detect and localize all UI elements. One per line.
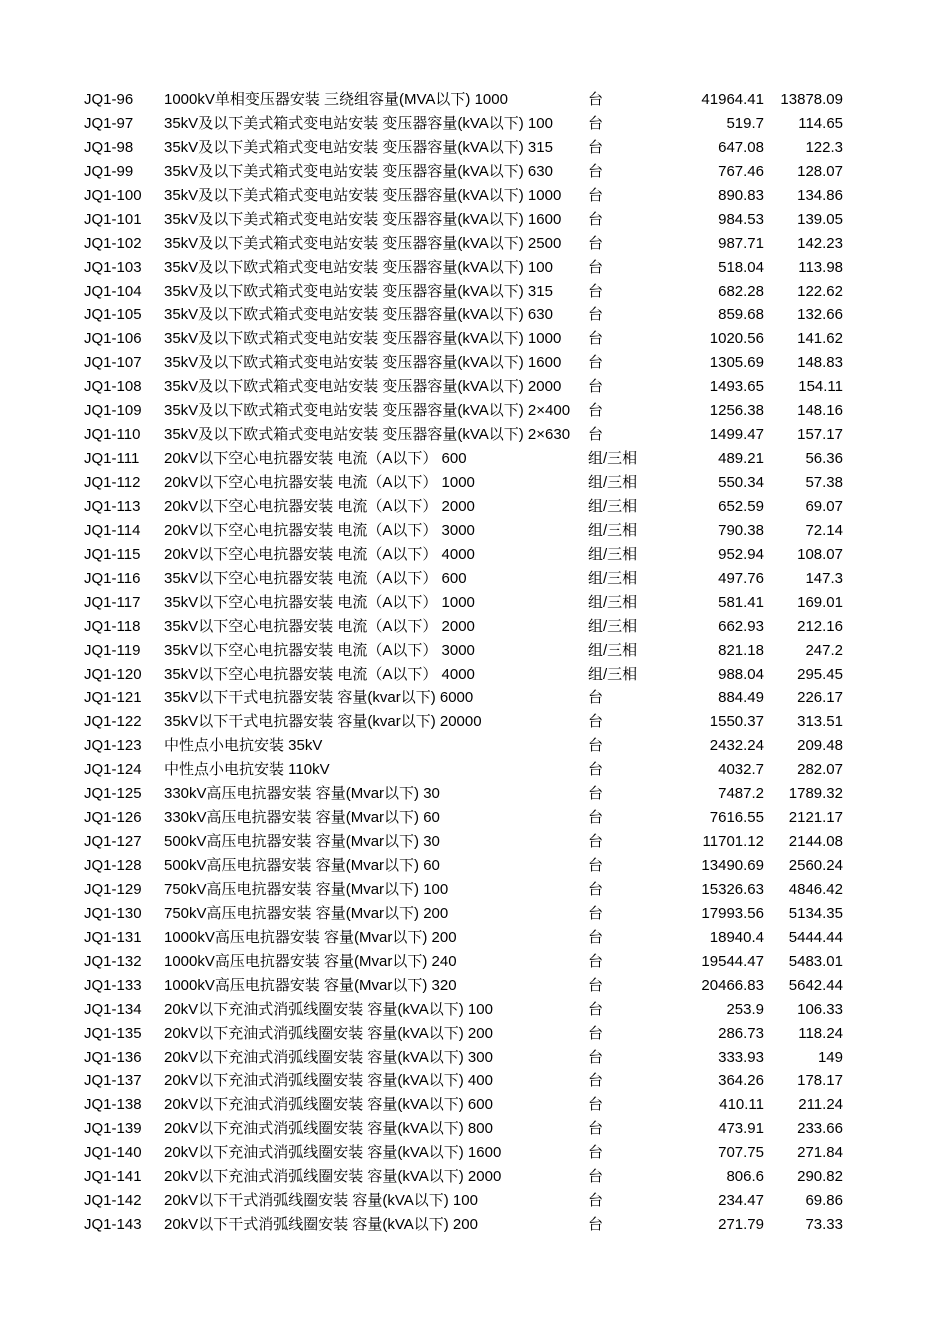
item-code: JQ1-122 xyxy=(84,713,142,731)
item-unit: 组/三相 xyxy=(588,569,638,587)
labor-cost: 132.66 xyxy=(797,306,843,324)
labor-cost: 149 xyxy=(817,1048,843,1066)
base-price: 519.7 xyxy=(726,114,764,132)
item-unit: 台 xyxy=(588,330,604,348)
item-unit: 台 xyxy=(588,1216,604,1234)
item-code: JQ1-113 xyxy=(84,497,141,515)
item-code: JQ1-131 xyxy=(84,928,142,946)
item-code: JQ1-123 xyxy=(84,737,142,755)
base-price: 767.46 xyxy=(718,162,764,180)
base-price: 647.08 xyxy=(718,138,764,156)
item-description: 35kV及以下美式箱式变电站安装 变压器容量(kVA以下) 2500 xyxy=(164,234,562,252)
table-row xyxy=(0,926,950,950)
labor-cost: 4846.42 xyxy=(788,880,843,898)
table-row xyxy=(0,615,950,639)
item-code: JQ1-121 xyxy=(84,689,142,707)
item-description: 35kV及以下欧式箱式变电站安装 变压器容量(kVA以下) 2×630 xyxy=(164,426,571,444)
item-code: JQ1-99 xyxy=(84,162,134,180)
labor-cost: 73.33 xyxy=(805,1216,843,1234)
item-unit: 台 xyxy=(588,1096,604,1114)
table-row xyxy=(0,686,950,710)
base-price: 253.9 xyxy=(726,1000,764,1018)
item-description: 500kV高压电抗器安装 容量(Mvar以下) 30 xyxy=(164,833,440,851)
item-unit: 台 xyxy=(588,952,604,970)
item-code: JQ1-115 xyxy=(84,545,141,563)
base-price: 1493.65 xyxy=(709,378,764,396)
base-price: 890.83 xyxy=(718,186,764,204)
item-description: 20kV以下充油式消弧线圈安装 容量(kVA以下) 1600 xyxy=(164,1144,502,1162)
item-code: JQ1-118 xyxy=(84,617,141,635)
base-price: 952.94 xyxy=(718,545,764,563)
item-unit: 台 xyxy=(588,1000,604,1018)
item-unit: 组/三相 xyxy=(588,474,638,491)
base-price: 489.21 xyxy=(718,450,764,468)
item-code: JQ1-142 xyxy=(84,1192,142,1210)
item-unit: 组/三相 xyxy=(588,521,638,539)
item-unit: 台 xyxy=(588,833,604,851)
table-row xyxy=(0,208,950,232)
base-price: 11701.12 xyxy=(702,833,764,851)
base-price: 17993.56 xyxy=(701,904,764,922)
item-description: 750kV高压电抗器安装 容量(Mvar以下) 100 xyxy=(164,880,449,898)
base-price: 821.18 xyxy=(718,641,764,659)
table-row xyxy=(0,423,950,447)
item-code: JQ1-138 xyxy=(84,1096,142,1114)
table-row xyxy=(0,1189,950,1213)
table-row xyxy=(0,710,950,734)
item-description: 35kV以下空心电抗器安装 电流（A以下） 1000 xyxy=(164,593,475,611)
item-unit: 台 xyxy=(588,402,604,420)
labor-cost: 247.2 xyxy=(805,641,843,659)
table-row xyxy=(0,950,950,974)
item-description: 35kV及以下欧式箱式变电站安装 变压器容量(kVA以下) 630 xyxy=(164,306,553,324)
table-row xyxy=(0,303,950,327)
labor-cost: 106.33 xyxy=(797,1000,843,1018)
base-price: 1256.38 xyxy=(709,402,764,420)
base-price: 234.47 xyxy=(718,1192,764,1210)
item-code: JQ1-133 xyxy=(84,976,142,994)
base-price: 1499.47 xyxy=(709,426,764,444)
table-row xyxy=(0,543,950,567)
item-unit: 台 xyxy=(588,354,604,372)
labor-cost: 56.36 xyxy=(805,450,843,468)
labor-cost: 211.24 xyxy=(798,1096,843,1114)
item-code: JQ1-100 xyxy=(84,186,142,204)
table-row xyxy=(0,878,950,902)
item-description: 330kV高压电抗器安装 容量(Mvar以下) 30 xyxy=(164,785,440,803)
table-row xyxy=(0,734,950,758)
item-code: JQ1-119 xyxy=(84,641,141,659)
base-price: 473.91 xyxy=(718,1120,764,1138)
base-price: 364.26 xyxy=(718,1072,764,1090)
item-description: 35kV以下空心电抗器安装 电流（A以下） 4000 xyxy=(164,665,475,683)
table-row xyxy=(0,830,950,854)
table-row xyxy=(0,591,950,615)
item-unit: 台 xyxy=(588,785,604,803)
labor-cost: 282.07 xyxy=(797,761,843,779)
item-description: 330kV高压电抗器安装 容量(Mvar以下) 60 xyxy=(164,809,440,827)
item-unit: 台 xyxy=(588,162,604,180)
item-description: 35kV及以下欧式箱式变电站安装 变压器容量(kVA以下) 1000 xyxy=(164,330,562,348)
item-unit: 台 xyxy=(588,258,604,276)
base-price: 410.11 xyxy=(719,1096,764,1114)
base-price: 497.76 xyxy=(718,569,764,587)
item-unit: 台 xyxy=(588,809,604,827)
item-unit: 台 xyxy=(588,378,604,396)
labor-cost: 169.01 xyxy=(797,593,843,611)
base-price: 652.59 xyxy=(718,497,764,515)
base-price: 518.04 xyxy=(718,258,764,276)
labor-cost: 114.65 xyxy=(798,114,843,132)
table-row xyxy=(0,495,950,519)
labor-cost: 69.07 xyxy=(805,497,843,515)
item-unit: 台 xyxy=(588,857,604,874)
item-description: 20kV以下干式消弧线圈安装 容量(kVA以下) 200 xyxy=(164,1216,478,1234)
base-price: 682.28 xyxy=(718,282,764,300)
item-description: 1000kV高压电抗器安装 容量(Mvar以下) 240 xyxy=(164,952,457,970)
item-description: 35kV及以下欧式箱式变电站安装 变压器容量(kVA以下) 100 xyxy=(164,258,553,276)
item-description: 20kV以下充油式消弧线圈安装 容量(kVA以下) 100 xyxy=(164,1000,493,1018)
labor-cost: 154.11 xyxy=(798,378,843,396)
item-code: JQ1-111 xyxy=(84,450,140,468)
labor-cost: 212.16 xyxy=(797,617,843,635)
labor-cost: 69.86 xyxy=(805,1192,843,1210)
labor-cost: 148.83 xyxy=(797,354,843,372)
item-unit: 台 xyxy=(588,689,604,707)
item-unit: 台 xyxy=(588,1120,604,1138)
item-description: 中性点小电抗安装 110kV xyxy=(164,761,330,779)
labor-cost: 134.86 xyxy=(797,186,843,204)
item-code: JQ1-116 xyxy=(84,569,141,587)
table-row xyxy=(0,280,950,304)
labor-cost: 147.3 xyxy=(805,569,843,587)
table-row xyxy=(0,1046,950,1070)
item-description: 35kV以下干式电抗器安装 容量(kvar以下) 20000 xyxy=(164,713,482,731)
labor-cost: 148.16 xyxy=(797,402,843,420)
item-code: JQ1-105 xyxy=(84,306,142,324)
labor-cost: 5483.01 xyxy=(788,952,843,970)
labor-cost: 2560.24 xyxy=(788,857,843,874)
item-unit: 台 xyxy=(588,114,604,132)
item-description: 35kV及以下欧式箱式变电站安装 变压器容量(kVA以下) 2×400 xyxy=(164,402,571,420)
labor-cost: 141.62 xyxy=(797,330,843,348)
base-price: 18940.4 xyxy=(709,928,764,946)
table-row xyxy=(0,1213,950,1237)
item-code: JQ1-107 xyxy=(84,354,142,372)
item-code: JQ1-135 xyxy=(84,1024,142,1042)
labor-cost: 178.17 xyxy=(797,1072,843,1090)
table-row xyxy=(0,399,950,423)
base-price: 581.41 xyxy=(718,593,764,611)
labor-cost: 2144.08 xyxy=(788,833,843,851)
item-code: JQ1-141 xyxy=(84,1168,142,1186)
table-row xyxy=(0,782,950,806)
item-unit: 台 xyxy=(588,713,604,731)
labor-cost: 5134.35 xyxy=(788,904,843,922)
item-unit: 台 xyxy=(588,904,604,922)
base-price: 707.75 xyxy=(718,1144,764,1162)
table-row xyxy=(0,351,950,375)
table-row xyxy=(0,471,950,495)
item-code: JQ1-102 xyxy=(84,234,142,252)
item-unit: 台 xyxy=(588,138,604,156)
item-description: 35kV及以下美式箱式变电站安装 变压器容量(kVA以下) 100 xyxy=(164,114,553,132)
base-price: 271.79 xyxy=(718,1216,764,1234)
labor-cost: 122.62 xyxy=(797,282,843,300)
labor-cost: 313.51 xyxy=(797,713,843,731)
table-row xyxy=(0,88,950,112)
item-unit: 台 xyxy=(588,1192,604,1210)
item-unit: 台 xyxy=(588,426,604,444)
item-unit: 组/三相 xyxy=(588,450,638,468)
table-row xyxy=(0,136,950,160)
labor-cost: 128.07 xyxy=(797,162,843,180)
labor-cost: 295.45 xyxy=(797,665,843,683)
item-description: 35kV以下空心电抗器安装 电流（A以下） 3000 xyxy=(164,641,475,659)
table-row xyxy=(0,327,950,351)
item-unit: 台 xyxy=(588,1168,604,1186)
base-price: 15326.63 xyxy=(701,880,764,898)
item-unit: 组/三相 xyxy=(588,617,638,635)
table-row xyxy=(0,998,950,1022)
item-unit: 台 xyxy=(588,186,604,204)
item-code: JQ1-108 xyxy=(84,378,142,396)
item-description: 35kV以下干式电抗器安装 容量(kvar以下) 6000 xyxy=(164,689,474,707)
item-code: JQ1-130 xyxy=(84,904,142,922)
item-code: JQ1-126 xyxy=(84,809,142,827)
item-code: JQ1-112 xyxy=(84,474,141,491)
item-code: JQ1-104 xyxy=(84,282,142,300)
labor-cost: 139.05 xyxy=(797,210,843,228)
labor-cost: 271.84 xyxy=(797,1144,843,1162)
item-unit: 台 xyxy=(588,1072,604,1090)
labor-cost: 5642.44 xyxy=(788,976,843,994)
base-price: 790.38 xyxy=(718,521,764,539)
table-row xyxy=(0,1165,950,1189)
base-price: 662.93 xyxy=(718,617,764,635)
item-description: 20kV以下空心电抗器安装 电流（A以下） 2000 xyxy=(164,497,475,515)
base-price: 1550.37 xyxy=(709,713,764,731)
item-unit: 台 xyxy=(588,928,604,946)
table-row xyxy=(0,232,950,256)
item-code: JQ1-120 xyxy=(84,665,142,683)
item-description: 20kV以下充油式消弧线圈安装 容量(kVA以下) 800 xyxy=(164,1120,493,1138)
table-row xyxy=(0,1117,950,1141)
labor-cost: 72.14 xyxy=(805,521,843,539)
item-code: JQ1-139 xyxy=(84,1120,142,1138)
labor-cost: 157.17 xyxy=(797,426,843,444)
table-row xyxy=(0,112,950,136)
item-code: JQ1-103 xyxy=(84,258,142,276)
table-row xyxy=(0,1093,950,1117)
item-code: JQ1-143 xyxy=(84,1216,142,1234)
item-description: 35kV及以下欧式箱式变电站安装 变压器容量(kVA以下) 1600 xyxy=(164,354,562,372)
table-row xyxy=(0,567,950,591)
item-unit: 台 xyxy=(588,761,604,779)
labor-cost: 226.17 xyxy=(797,689,843,707)
labor-cost: 118.24 xyxy=(798,1024,843,1042)
quota-table xyxy=(0,88,950,1237)
item-unit: 组/三相 xyxy=(588,665,638,683)
base-price: 7487.2 xyxy=(718,785,764,803)
item-unit: 台 xyxy=(588,976,604,994)
item-description: 20kV以下空心电抗器安装 电流（A以下） 1000 xyxy=(164,474,475,491)
base-price: 2432.24 xyxy=(709,737,764,755)
item-description: 1000kV高压电抗器安装 容量(Mvar以下) 200 xyxy=(164,928,457,946)
item-unit: 组/三相 xyxy=(588,593,638,611)
base-price: 7616.55 xyxy=(709,809,764,827)
table-row xyxy=(0,1141,950,1165)
base-price: 20466.83 xyxy=(701,976,764,994)
item-code: JQ1-132 xyxy=(84,952,142,970)
item-code: JQ1-125 xyxy=(84,785,142,803)
base-price: 41964.41 xyxy=(701,91,764,108)
table-row xyxy=(0,375,950,399)
item-description: 35kV以下空心电抗器安装 电流（A以下） 2000 xyxy=(164,617,475,635)
item-unit: 台 xyxy=(588,1144,604,1162)
item-code: JQ1-136 xyxy=(84,1048,142,1066)
base-price: 884.49 xyxy=(718,689,764,707)
base-price: 1305.69 xyxy=(709,354,764,372)
item-description: 20kV以下充油式消弧线圈安装 容量(kVA以下) 400 xyxy=(164,1072,493,1090)
item-unit: 台 xyxy=(588,306,604,324)
table-row xyxy=(0,639,950,663)
base-price: 988.04 xyxy=(718,665,764,683)
item-description: 20kV以下充油式消弧线圈安装 容量(kVA以下) 600 xyxy=(164,1096,493,1114)
labor-cost: 142.23 xyxy=(797,234,843,252)
labor-cost: 108.07 xyxy=(797,545,843,563)
table-row xyxy=(0,447,950,471)
table-row xyxy=(0,854,950,878)
base-price: 333.93 xyxy=(718,1048,764,1066)
base-price: 13490.69 xyxy=(701,857,764,874)
table-row xyxy=(0,1022,950,1046)
labor-cost: 122.3 xyxy=(805,138,843,156)
item-description: 35kV及以下欧式箱式变电站安装 变压器容量(kVA以下) 2000 xyxy=(164,378,562,396)
labor-cost: 5444.44 xyxy=(788,928,843,946)
item-description: 20kV以下干式消弧线圈安装 容量(kVA以下) 100 xyxy=(164,1192,478,1210)
table-row xyxy=(0,663,950,687)
item-code: JQ1-129 xyxy=(84,880,142,898)
item-unit: 台 xyxy=(588,880,604,898)
item-description: 35kV及以下欧式箱式变电站安装 变压器容量(kVA以下) 315 xyxy=(164,282,553,300)
item-unit: 台 xyxy=(588,1048,604,1066)
item-code: JQ1-124 xyxy=(84,761,142,779)
base-price: 984.53 xyxy=(718,210,764,228)
item-description: 20kV以下空心电抗器安装 电流（A以下） 600 xyxy=(164,450,467,468)
item-code: JQ1-106 xyxy=(84,330,142,348)
item-unit: 台 xyxy=(588,737,604,755)
table-row xyxy=(0,256,950,280)
labor-cost: 1789.32 xyxy=(788,785,843,803)
item-description: 35kV以下空心电抗器安装 电流（A以下） 600 xyxy=(164,569,467,587)
item-description: 1000kV单相变压器安装 三绕组容量(MVA以下) 1000 xyxy=(164,91,508,108)
item-unit: 组/三相 xyxy=(588,545,638,563)
item-unit: 台 xyxy=(588,91,604,108)
base-price: 4032.7 xyxy=(718,761,764,779)
table-row xyxy=(0,758,950,782)
table-row xyxy=(0,160,950,184)
item-unit: 组/三相 xyxy=(588,497,638,515)
base-price: 286.73 xyxy=(718,1024,764,1042)
item-code: JQ1-140 xyxy=(84,1144,142,1162)
table-row xyxy=(0,184,950,208)
base-price: 806.6 xyxy=(726,1168,764,1186)
item-code: JQ1-134 xyxy=(84,1000,142,1018)
item-code: JQ1-117 xyxy=(84,593,141,611)
item-code: JQ1-127 xyxy=(84,833,142,851)
item-description: 1000kV高压电抗器安装 容量(Mvar以下) 320 xyxy=(164,976,457,994)
item-code: JQ1-110 xyxy=(84,426,141,444)
labor-cost: 113.98 xyxy=(798,258,843,276)
item-unit: 台 xyxy=(588,210,604,228)
base-price: 550.34 xyxy=(718,474,764,491)
item-description: 35kV及以下美式箱式变电站安装 变压器容量(kVA以下) 1000 xyxy=(164,186,562,204)
item-description: 20kV以下充油式消弧线圈安装 容量(kVA以下) 2000 xyxy=(164,1168,502,1186)
item-unit: 台 xyxy=(588,234,604,252)
base-price: 19544.47 xyxy=(701,952,764,970)
table-row xyxy=(0,974,950,998)
item-unit: 台 xyxy=(588,282,604,300)
item-code: JQ1-128 xyxy=(84,857,142,874)
item-description: 20kV以下空心电抗器安装 电流（A以下） 3000 xyxy=(164,521,475,539)
item-unit: 组/三相 xyxy=(588,641,638,659)
item-description: 中性点小电抗安装 35kV xyxy=(164,737,323,755)
item-code: JQ1-114 xyxy=(84,521,141,539)
item-code: JQ1-101 xyxy=(84,210,142,228)
labor-cost: 13878.09 xyxy=(780,91,843,108)
base-price: 859.68 xyxy=(718,306,764,324)
labor-cost: 57.38 xyxy=(805,474,843,491)
item-description: 750kV高压电抗器安装 容量(Mvar以下) 200 xyxy=(164,904,449,922)
table-row xyxy=(0,519,950,543)
item-code: JQ1-97 xyxy=(84,114,134,132)
item-unit: 台 xyxy=(588,1024,604,1042)
labor-cost: 233.66 xyxy=(797,1120,843,1138)
item-description: 35kV及以下美式箱式变电站安装 变压器容量(kVA以下) 630 xyxy=(164,162,553,180)
base-price: 987.71 xyxy=(718,234,764,252)
item-description: 35kV及以下美式箱式变电站安装 变压器容量(kVA以下) 315 xyxy=(164,138,553,156)
item-code: JQ1-96 xyxy=(84,91,134,108)
item-code: JQ1-109 xyxy=(84,402,142,420)
labor-cost: 290.82 xyxy=(797,1168,843,1186)
table-row xyxy=(0,1069,950,1093)
item-description: 500kV高压电抗器安装 容量(Mvar以下) 60 xyxy=(164,857,440,874)
item-description: 20kV以下空心电抗器安装 电流（A以下） 4000 xyxy=(164,545,475,563)
labor-cost: 209.48 xyxy=(797,737,843,755)
item-code: JQ1-137 xyxy=(84,1072,142,1090)
item-code: JQ1-98 xyxy=(84,138,134,156)
labor-cost: 2121.17 xyxy=(788,809,843,827)
item-description: 20kV以下充油式消弧线圈安装 容量(kVA以下) 200 xyxy=(164,1024,493,1042)
item-description: 20kV以下充油式消弧线圈安装 容量(kVA以下) 300 xyxy=(164,1048,493,1066)
base-price: 1020.56 xyxy=(709,330,764,348)
table-row xyxy=(0,806,950,830)
table-row xyxy=(0,902,950,926)
item-description: 35kV及以下美式箱式变电站安装 变压器容量(kVA以下) 1600 xyxy=(164,210,562,228)
